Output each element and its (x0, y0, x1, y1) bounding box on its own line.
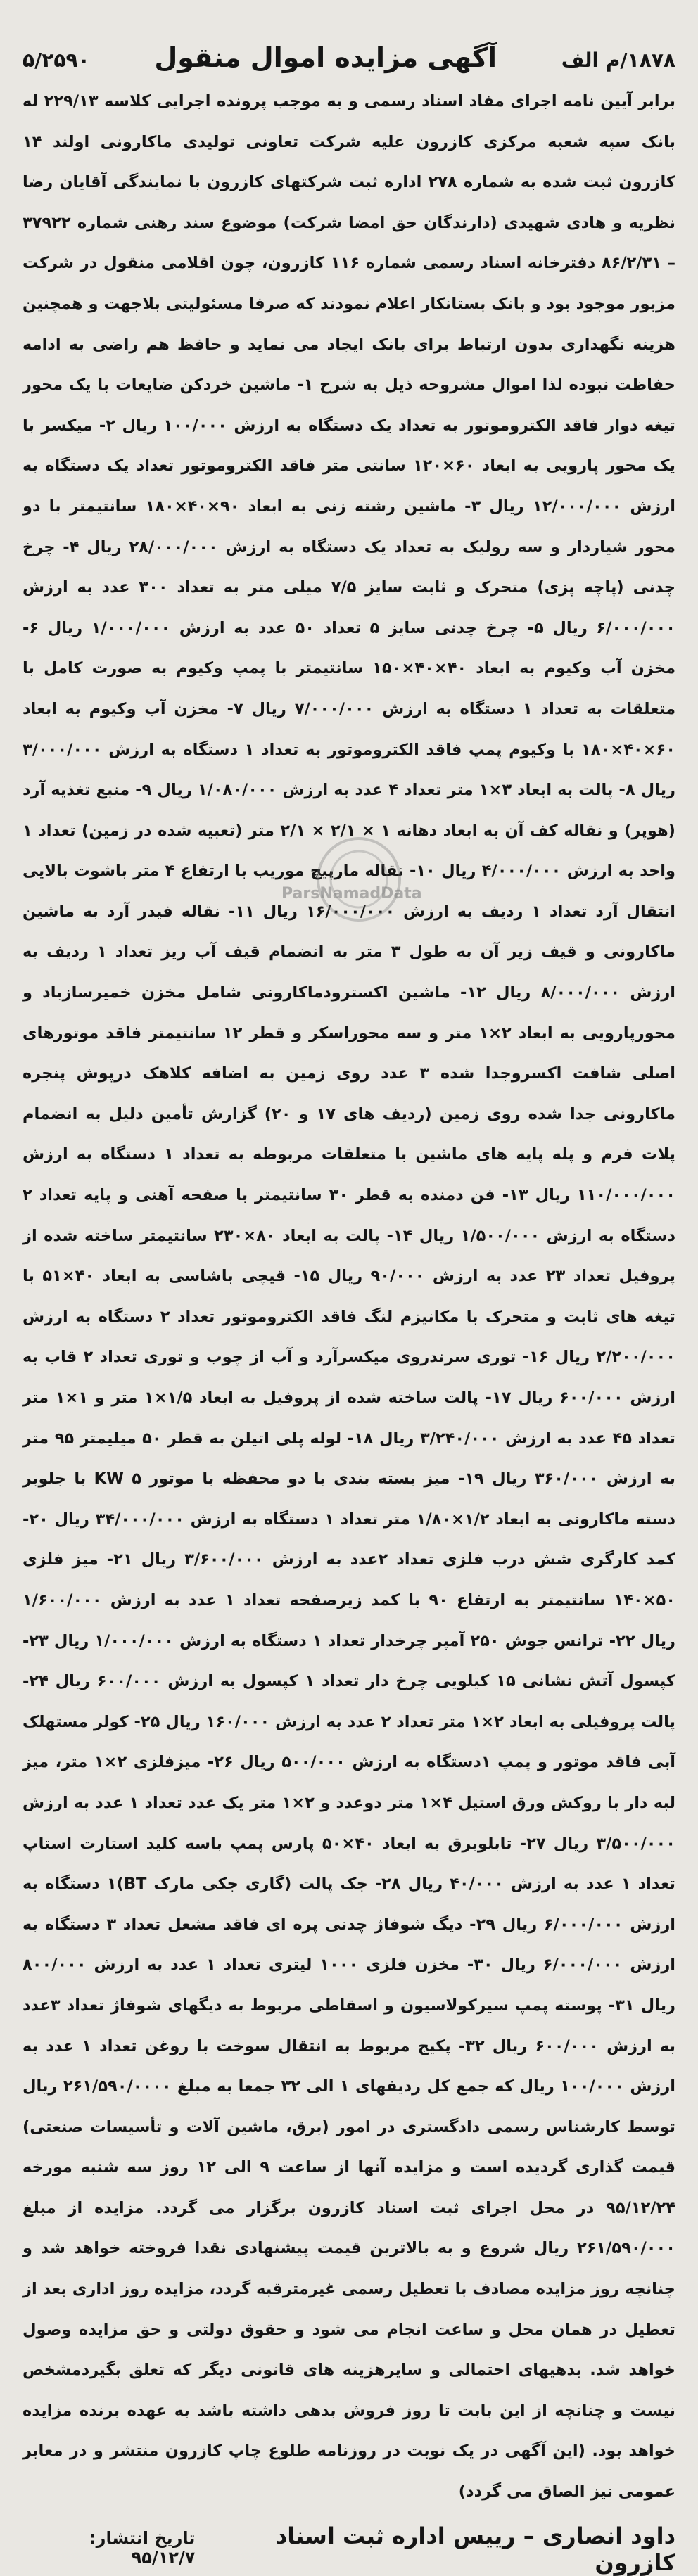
watermark-text: ParsNamadData (281, 885, 422, 903)
notice-header (23, 42, 675, 76)
signature: داود انصاری – رییس اداره ثبت اسناد کازرون (275, 2522, 675, 2576)
reference-number: ۱۸۷۸/م الف (561, 49, 675, 72)
notice-body: برابر آیین نامه اجرای مفاد اسناد رسمی و به موجب پرونده اجرایی کلاسه ۲۲۹/۱۳ له بانک سپه شعبه مرکزی کازرون علیه شرکت تعاونی تولیدی ماکارونی اولند ۱۴ کازرون ثبت شده به شماره ۲۷۸ اداره ثبت شرکتهای کازرون با نمایندگی آقایان رضا نظریه و هادی شهیدی (دارندگان حق امضا شرکت) موضوع سند رهنی شماره ۳۷۹۲۲ – ۸۶/۲/۳۱ دفترخانه اسناد رسمی شماره ۱۱۶ کازرون، چون اقلامی منقول در شرکت مزبور موجود بود و بانک بستانکار اعلام نمودند که صرفا مسئولیتی بلاجهت و همچنین هزینه نگهداری بدون ارتباط برای بانک ایجاد می نماید و حافظ هم راضی به ادامه حفاظت نبوده لذا اموال مشروحه ذیل به شرح ۱- ماشین خردکن ضایعات با یک محور تیغه دوار فاقد الکتروموتور به تعداد یک دستگاه به ارزش ۱۰۰/۰۰۰ ریال ۲- میکسر با یک محور پارویی به ابعاد ۶۰×۱۲۰ سانتی متر فاقد الکتروموتور تعداد یک دستگاه به ارزش ۱۲/۰۰۰/۰۰۰ ریال ۳- ماشین رشته زنی به ابعاد ۹۰×۴۰×۱۸۰ سانتیمتر با دو محور شیاردار و سه رولیک به تعداد یک دستگاه به ارزش ۲۸/۰۰۰/۰۰۰ ریال ۴- چرخ چدنی (پاچه پزی) متحرک و ثابت سایز ۷/۵ میلی متر به تعداد ۳۰۰ عدد به ارزش ۶/۰۰۰/۰۰۰ ریال ۵- چرخ چدنی سایز ۵ تعداد ۵۰ عدد به ارزش ۱/۰۰۰/۰۰۰ ریال ۶- مخزن آب وکیوم به ابعاد ۴۰×۴۰×۱۵۰ سانتیمتر با پمپ وکیوم به صورت کامل با متعلقات به تعداد ۱ دستگاه به ارزش ۷/۰۰۰/۰۰۰ ریال ۷- مخزن آب وکیوم به ابعاد ۶۰×۴۰×۱۸۰ با وکیوم پمپ فاقد الکتروموتور به تعداد ۱ دستگاه به ارزش ۳/۰۰۰/۰۰۰ ریال ۸- پالت به ابعاد ۳×۱ متر تعداد ۴ عدد به ارزش ۱/۰۸۰/۰۰۰ ریال ۹- منبع تغذیه آرد (هوپر) و نقاله کف آن به ابعاد دهانه ۱ × ۲/۱ × ۲/۱ متر (تعبیه شده در زمین) تعداد ۱ واحد به ارزش ۴/۰۰۰/۰۰۰ ریال ۱۰- نقاله مارپیچ موریب با ارتفاع ۴ متر باشوت بالایی انتقال آرد تعداد ۱ ردیف به ارزش ۱۶/۰۰۰/۰۰۰ ریال ۱۱- نقاله فیدر آرد به ماشین ماکارونی و قیف زیر آن به طول ۳ متر به انضمام قیف آب ریز تعداد ۱ ردیف به ارزش ۸/۰۰۰/۰۰۰ ریال ۱۲- ماشین اکسترودماکارونی شامل مخزن خمیرسازباد و محورپارویی به ابعاد ۲×۱ متر و سه محوراسکر و قطر ۱۲ سانتیمتر فاقد موتورهای اصلی شافت اکسروجدا شده ۳ عدد روی زمین به اضافه کلاهک درپوش پنجره ماکارونی جدا شده روی زمین (ردیف های ۱۷ و ۲۰) گزارش تأمین دلیل به انضمام پلات فرم و پله پایه های ماشین با متعلقات مربوطه به تعداد ۱ دستگاه به ارزش ۱۱۰/۰۰۰/۰۰۰ ریال ۱۳- فن دمنده به قطر ۳۰ سانتیمتر با صفحه آهنی و پایه تعداد ۲ دستگاه به ارزش ۱/۵۰۰/۰۰۰ ریال ۱۴- پالت به ابعاد ۸۰×۲۳۰ سانتیمتر ساخته شده از پروفیل تعداد ۲۳ عدد به ارزش ۹۰/۰۰۰ ریال ۱۵- قیچی باشاسی به ابعاد ۴۰×۵۱ با تیغه های ثابت و متحرک با مکانیزم لنگ فاقد الکتروموتور تعداد ۲ دستگاه به ارزش ۲/۲۰۰/۰۰۰ ریال ۱۶- توری سرندروی میکسرآرد و آب از چوب و توری تعداد ۲ قاب به ارزش ۶۰۰/۰۰۰ ریال ۱۷- پالت ساخته شده از پروفیل به ابعاد ۱/۵×۱ متر و ۱×۱ متر تعداد ۴۵ عدد به ارزش ۳/۲۴۰/۰۰۰ ریال ۱۸- لوله پلی اتیلن به قطر ۵۰ میلیمتر ۹۵ متر به ارزش ۳۶۰/۰۰۰ ریال ۱۹- میز بسته بندی با دو محفظه با موتور KW ۵ با جلوبر دسته ماکارونی به ابعاد ۱/۲×۱/۸۰ متر تعداد ۱ دستگاه به ارزش ۳۴/۰۰۰/۰۰۰ ریال ۲۰- کمد کارگری شش درب فلزی تعداد ۲عدد به ارزش ۳/۶۰۰/۰۰۰ ریال ۲۱- میز فلزی ۵۰×۱۴۰ سانتیمتر به ارتفاع ۹۰ با کمد زیرصفحه تعداد ۱ عدد به ارزش ۱/۶۰۰/۰۰۰ ریال ۲۲- ترانس جوش ۲۵۰ آمپر چرخدار تعداد ۱ دستگاه به ارزش ۱/۰۰۰/۰۰۰ ریال ۲۳- کپسول آتش نشانی ۱۵ کیلویی چرخ دار تعداد ۱ کپسول به ارزش ۶۰۰/۰۰۰ ریال ۲۴- پالت پروفیلی به ابعاد ۲×۱ متر تعداد ۲ عدد به ارزش ۱۶۰/۰۰۰ ریال ۲۵- کولر مستهلک آبی فاقد موتور و پمپ ۱دستگاه به ارزش ۵۰۰/۰۰۰ ریال ۲۶- میزفلزی ۲×۱ متر، میز لبه دار با روکش ورق استیل ۴×۱ متر دوعدد و ۲×۱ متر یک عدد تعداد ۱ عدد به ارزش ۳/۵۰۰/۰۰۰ ریال ۲۷- تابلوبرق به ابعاد ۴۰×۵۰ پارس پمپ باسه کلید استارت استاپ تعداد ۱ عدد به ارزش ۴۰/۰۰۰ ریال ۲۸- جک پالت (گاری جکی مارک BT)۱ دستگاه به ارزش ۶/۰۰۰/۰۰۰ ریال ۲۹- دیگ شوفاژ چدنی پره ای فاقد مشعل تعداد ۳ دستگاه به ارزش ۶/۰۰۰/۰۰۰ ریال ۳۰- مخزن فلزی ۱۰۰۰ لیتری تعداد ۱ عدد به ارزش ۸۰۰/۰۰۰ ریال ۳۱- پوسته پمپ سیرکولاسیون و اسقاطی مربوط به دیگهای شوفاژ تعداد ۳عدد به ارزش ۶۰۰/۰۰۰ ریال ۳۲- پکیج مربوط به انتقال سوخت با روغن تعداد ۱ عدد به ارزش ۱۰۰/۰۰۰ ریال که جمع کل ردیفهای ۱ الی ۳۲ جمعا به مبلغ ۲۶۱/۵۹۰/۰۰۰۰ ریال توسط کارشناس رسمی دادگستری در امور (برق، ماشین آلات و تأسیسات صنعتی) قیمت گذاری گردیده است و مزایده آنها از ساعت ۹ الی ۱۲ روز سه شنبه مورخه ۹۵/۱۲/۲۴ در محل اجرای ثبت اسناد کازرون برگزار می گردد. مزایده از مبلغ ۲۶۱/۵۹۰/۰۰۰ ریال شروع و به بالاترین قیمت پیشنهادی نقدا فروخته خواهد شد و چنانچه روز مزایده مصادف با تعطیل رسمی غیرمترقبه گردد، مزایده روز اداری بعد از تعطیل در همان محل و ساعت انجام می شود و حقوق دولتی و حق مزایده وصول خواهد شد. بدهیهای احتمالی و سایرهزینه های قانونی دیگر که تعلق بگیردمشخص نیست و چنانچه از این بابت تا روز فروش بدهی داشته باشد به عهده برنده مزایده خواهد بود. (این آگهی در یک نوبت در روزنامه طلوع چاپ کازرون منتشر و در معابر عمومی نیز الصاق می گردد) (23, 92, 676, 2501)
notice-title: آگهی مزایده اموال منقول (154, 42, 497, 73)
publish-date: تاریخ انتشار: ۹۵/۱۲/۷ (89, 2527, 196, 2568)
notice-footer (23, 2523, 675, 2576)
notice-code: ۵/۲۵۹۰ (23, 49, 90, 72)
